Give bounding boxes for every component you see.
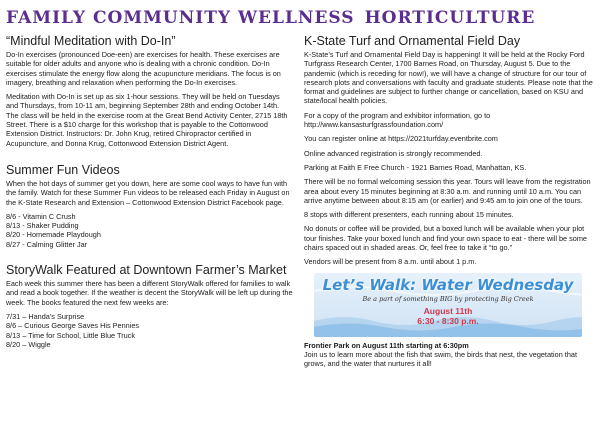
- list-item: 8/13 – Time for School, Little Blue Truck: [6, 330, 135, 340]
- meditation-paragraph-1: Do-In exercises (pronounced Doe-een) are exercises for health. These exercises are suitable for older adults and anyone who is dealing with a chronic condition. Do-In exercises stimulate the energy flow along the acupuncture meridians. The focus is on imagery, breathing and relaxation when performing the Do-In exercises.: [6, 50, 281, 87]
- storywalk-title: StoryWalk Featured at Downtown Farmer’s Market: [6, 263, 287, 278]
- meditation-title: “Mindful Meditation with Do-In”: [6, 34, 176, 48]
- list-item: 8/20 - Homemade Playdough: [6, 230, 101, 240]
- meditation-paragraph-2: Meditation with Do-In is set up as six 1-hour sessions. They will be held on Tuesdays and Thursdays, from 10-11 am, beginning September 28th and ending October 14th. The class will be held in the exercise room at the Great Bend Activity Center, 2715 18th Street. There is a $10 charge for this workshop that is payable to the Cottonwood Extension District. Instructors: Dr. John Krug, retired Chiropractor certified in Acupuncture, and Donna Krug, Cottonwood Extension District Agent.: [6, 92, 288, 148]
- list-item: 8/6 - Vitamin C Crush: [6, 211, 76, 221]
- field-day-paragraph-4: Online advanced registration is strongly recommended.: [304, 148, 483, 158]
- storywalk-paragraph: Each week this summer there has been a different StoryWalk offered for families to walk and read a book together. If the weather is decent the StoryWalk will be left up during the week. The books featured the next few weeks are:: [6, 279, 293, 307]
- field-day-paragraph-3: You can register online at https://2021turfday.eventbrite.com: [304, 134, 498, 144]
- water-wednesday-banner: [314, 273, 582, 337]
- banner-date: August 11th: [423, 305, 473, 316]
- banner-subtitle: Be a part of something BIG by protecting Big Creek: [362, 294, 534, 303]
- field-day-paragraph-1: K-State’s Turf and Ornamental Field Day is happening! It will be held at the Rocky Ford Turfgrass Research Center, 1700 Barnes Road, on Thursday, August 5. Due to the pandemic (which is receding for now!), we will have a change of structure for our tour of research plots and conversations with faculty and graduate students. Please note that the format and guidelines are subject to further change or cancellation, based on KSU and state/local health policies.: [304, 50, 593, 106]
- field-day-paragraph-8: No donuts or coffee will be provided, but a boxed lunch will be available when your plot tour finishes. Take your boxed lunch and find your own space to eat - there will be some chairs spaced out in shaded areas. Or, feel free to take it “to go.”: [304, 224, 587, 253]
- banner-date-time: [314, 306, 582, 326]
- field-day-paragraph-6: There will be no formal welcoming session this year. Tours will leave from the registration area about every 15 minutes beginning at 8:30 a.m. and running until 10 a.m. You can arrive anytime between about 8:15 am (or earlier) and 9:45 am to join one of the tours.: [304, 177, 591, 205]
- family-wellness-header: FAMILY COMMUNITY WELLNESS: [6, 8, 355, 28]
- water-walk-text: Join us to learn more about the fish that swim, the birds that nest, the vegetation that grows, and the water that nurtures it all!: [304, 349, 577, 369]
- banner-title: Let’s Walk: Water Wednesday: [322, 275, 574, 294]
- banner-time: 6:30 - 8:30 p.m.: [417, 315, 479, 326]
- field-day-paragraph-7: 8 stops with different presenters, each running about 15 minutes.: [304, 210, 514, 220]
- horticulture-header: HORTICULTURE: [364, 8, 536, 28]
- summer-videos-list: [6, 212, 293, 249]
- list-item: 8/20 – Wiggle: [6, 339, 51, 349]
- summer-videos-paragraph: When the hot days of summer get you down, here are some cool ways to have fun with the family. Watch for these Summer Fun videos to be released each Friday in August on the K-State Research and Extension – Cottonwood Extension District Facebook page.: [6, 178, 290, 207]
- left-column: [6, 0, 355, 349]
- water-walk-lead: Frontier Park on August 11th starting at 6:30pm: [304, 340, 469, 350]
- field-day-paragraph-2: For a copy of the program and exhibitor information, go to http://www.kansasturfgrassfoundation.com/: [304, 110, 491, 130]
- field-day-paragraph-5: Parking at Faith E Free Church - 1921 Barnes Road, Manhattan, KS.: [304, 162, 527, 172]
- list-item: 8/27 - Calming Glitter Jar: [6, 239, 88, 249]
- summer-videos-title: Summer Fun Videos: [6, 162, 120, 177]
- list-item: 8/6 – Curious George Saves His Pennies: [6, 321, 140, 331]
- list-item: 7/31 – Handa’s Surprise: [6, 311, 85, 321]
- storywalk-list: [6, 312, 293, 349]
- list-item: 8/13 - Shaker Pudding: [6, 221, 79, 231]
- field-day-paragraph-9: Vendors will be present from 8 a.m. until about 1 p.m.: [304, 257, 477, 267]
- right-column: [304, 0, 596, 374]
- field-day-title: K-State Turf and Ornamental Field Day: [304, 34, 521, 48]
